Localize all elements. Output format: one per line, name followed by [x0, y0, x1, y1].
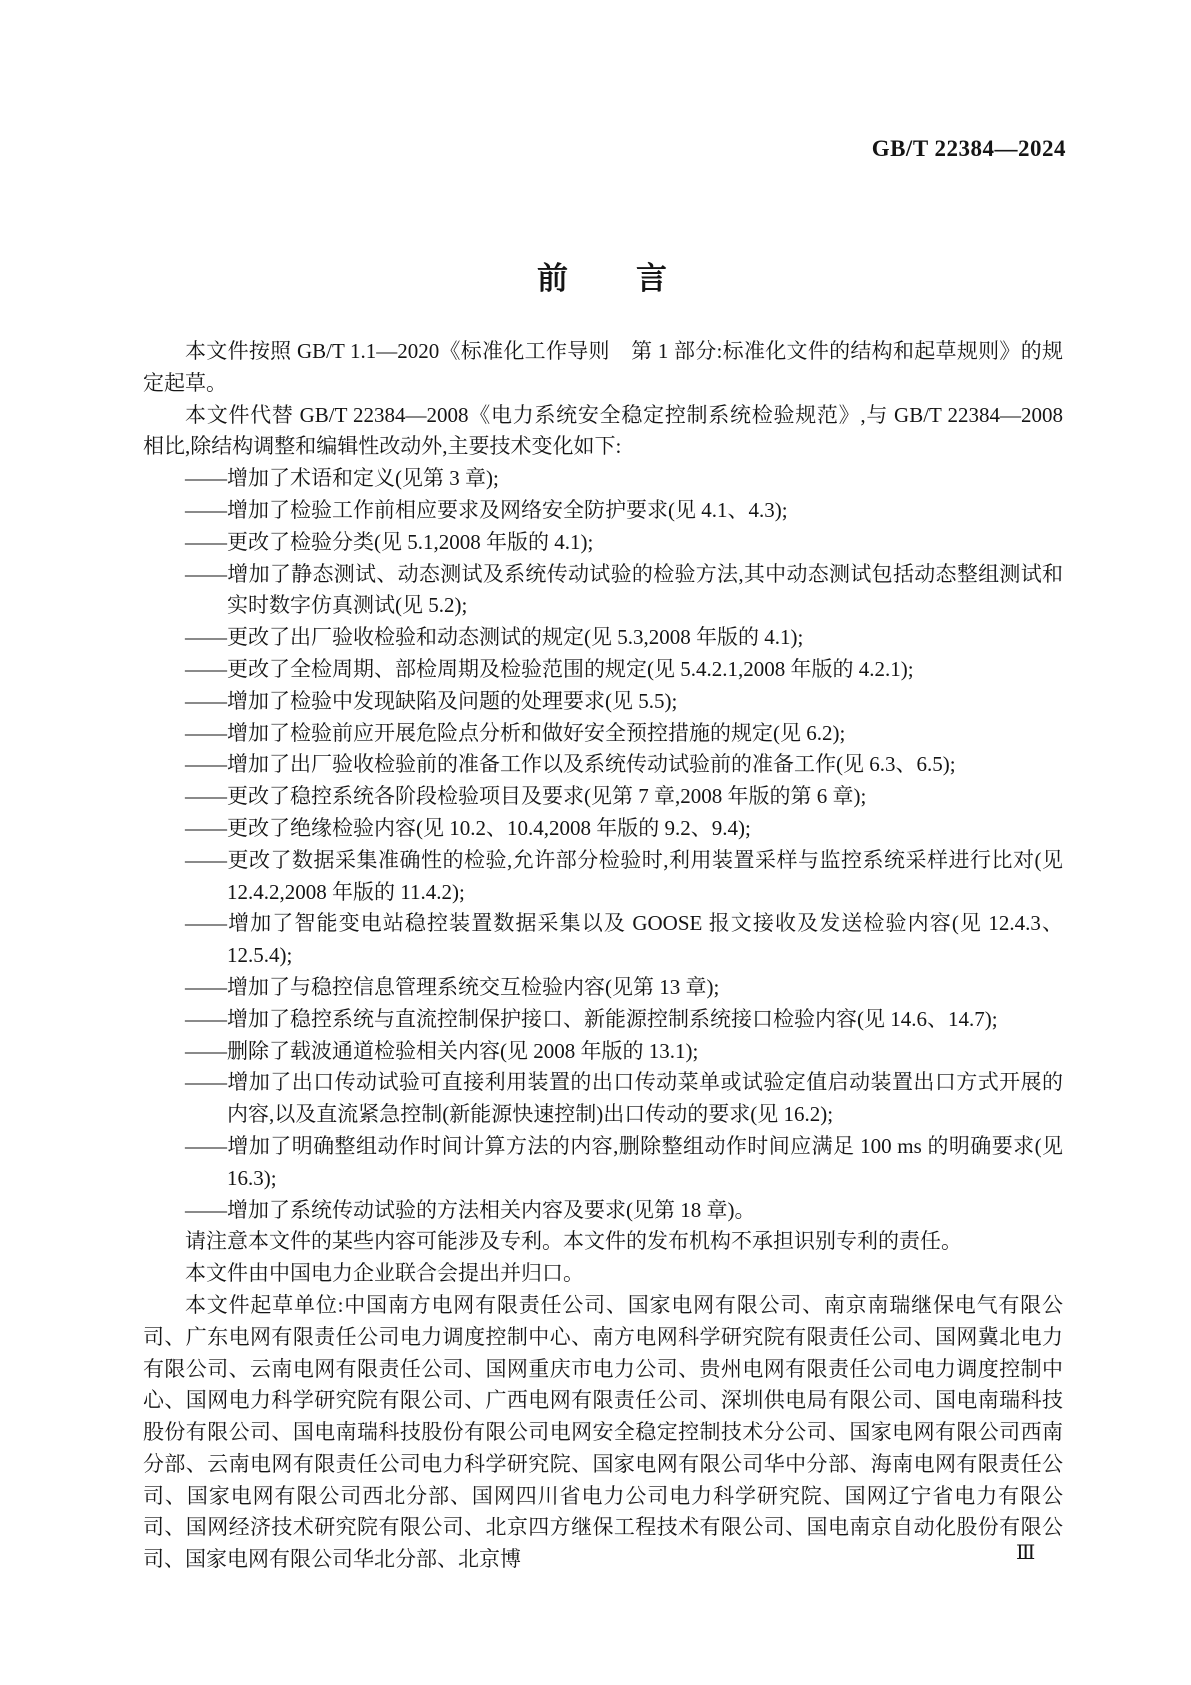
change-item: ——增加了智能变电站稳控装置数据采集以及 GOOSE 报文接收及发送检验内容(见 12.4.3、12.5.4);: [185, 911, 1063, 968]
change-item: ——增加了检验中发现缺陷及问题的处理要求(见 5.5);: [185, 688, 678, 713]
change-item: ——增加了明确整组动作时间计算方法的内容,删除整组动作时间应满足 100 ms 的明确要求(见 16.3);: [185, 1133, 1063, 1190]
paragraph: 本文件由中国电力企业联合会提出并归口。: [185, 1261, 584, 1286]
paragraph: 请注意本文件的某些内容可能涉及专利。本文件的发布机构不承担识别专利的责任。: [185, 1229, 962, 1254]
change-item: ——增加了系统传动试验的方法相关内容及要求(见第 18 章)。: [185, 1197, 756, 1222]
standard-number: GB/T 22384—2024: [871, 136, 1066, 161]
page-title: 前 言: [537, 260, 669, 296]
change-item: ——增加了检验前应开展危险点分析和做好安全预控措施的规定(见 6.2);: [185, 720, 846, 745]
change-item: ——更改了全检周期、部检周期及检验范围的规定(见 5.4.2.1,2008 年版的 4.2.1);: [185, 656, 914, 681]
change-item: ——增加了出厂验收检验前的准备工作以及系统传动试验前的准备工作(见 6.3、6.5);: [185, 752, 956, 777]
page-number: Ⅲ: [1016, 1542, 1037, 1564]
change-item: ——增加了术语和定义(见第 3 章);: [185, 466, 499, 491]
change-item: ——增加了检验工作前相应要求及网络安全防护要求(见 4.1、4.3);: [185, 497, 788, 522]
change-item: ——增加了稳控系统与直流控制保护接口、新能源控制系统接口检验内容(见 14.6、14.7);: [185, 1006, 998, 1031]
change-item: ——更改了绝缘检验内容(见 10.2、10.4,2008 年版的 9.2、9.4);: [185, 815, 751, 840]
paragraph: 本文件按照 GB/T 1.1—2020《标准化工作导则 第 1 部分:标准化文件的结构和起草规则》的规定起草。: [143, 339, 1063, 395]
document-body: [143, 336, 1063, 1576]
changes-list: [143, 463, 1063, 1226]
change-item: ——更改了数据采集准确性的检验,允许部分检验时,利用装置采样与监控系统采样进行比对(见 12.4.2,2008 年版的 11.4.2);: [185, 847, 1063, 904]
change-item: ——更改了检验分类(见 5.1,2008 年版的 4.1);: [185, 529, 594, 554]
change-item: ——删除了载波通道检验相关内容(见 2008 年版的 13.1);: [185, 1038, 699, 1063]
change-item: ——更改了出厂验收检验和动态测试的规定(见 5.3,2008 年版的 4.1);: [185, 625, 804, 650]
change-item: ——增加了与稳控信息管理系统交互检验内容(见第 13 章);: [185, 974, 720, 999]
paragraph: 本文件代替 GB/T 22384—2008《电力系统安全稳定控制系统检验规范》,与 GB/T 22384—2008 相比,除结构调整和编辑性改动外,主要技术变化如下:: [143, 402, 1063, 459]
change-item: ——增加了出口传动试验可直接利用装置的出口传动菜单或试验定值启动装置出口方式开展的内容,以及直流紧急控制(新能源快速控制)出口传动的要求(见 16.2);: [185, 1070, 1063, 1127]
change-item: ——更改了稳控系统各阶段检验项目及要求(见第 7 章,2008 年版的第 6 章);: [185, 784, 867, 809]
paragraph: 本文件起草单位:中国南方电网有限责任公司、国家电网有限公司、南京南瑞继保电气有限公司、广东电网有限责任公司电力调度控制中心、南方电网科学研究院有限责任公司、国网冀北电力有限公司、云南电网有限责任公司、国网重庆市电力公司、贵州电网有限责任公司电力调度控制中心、国网电力科学研究院有限公司、广西电网有限责任公司、深圳供电局有限公司、国电南瑞科技股份有限公司、国电南瑞科技股份有限公司电网安全稳定控制技术分公司、国家电网有限公司西南分部、云南电网有限责任公司电力科学研究院、国家电网有限公司华中分部、海南电网有限责任公司、国家电网有限公司西北分部、国网四川省电力公司电力科学研究院、国网辽宁省电力有限公司、国网经济技术研究院有限公司、北京四方继保工程技术有限公司、国电南京自动化股份有限公司、国家电网有限公司华北分部、北京博: [143, 1292, 1063, 1572]
change-item: ——增加了静态测试、动态测试及系统传动试验的检验方法,其中动态测试包括动态整组测试和实时数字仿真测试(见 5.2);: [185, 561, 1063, 618]
